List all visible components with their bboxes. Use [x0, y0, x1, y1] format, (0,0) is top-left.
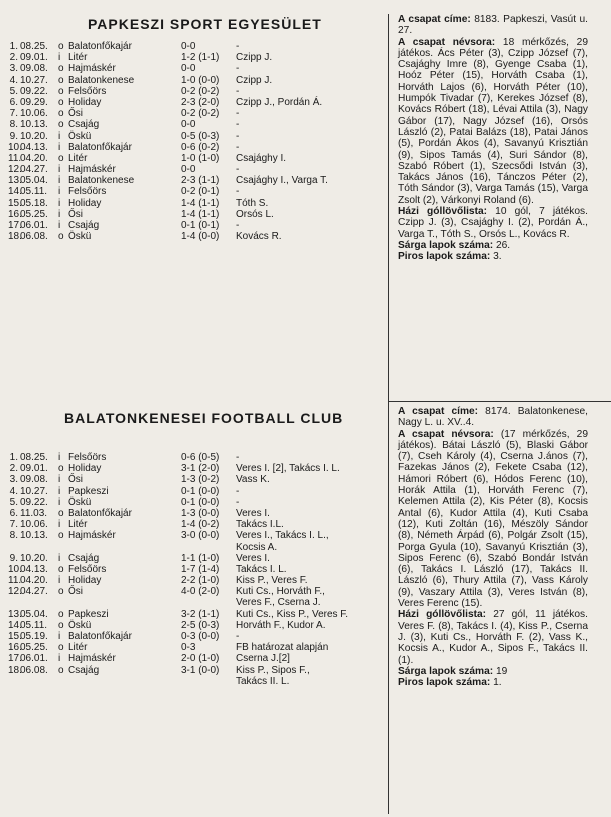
match-venue: i: [58, 519, 61, 531]
match-date: 04.20.: [20, 152, 48, 164]
match-score: 4-0 (2-0): [181, 586, 220, 598]
match-date: 05.19.: [20, 631, 48, 642]
team1-red-label: Piros lapok száma:: [398, 251, 491, 263]
match-row: [8, 474, 386, 485]
match-score: 0-1 (0-0): [181, 496, 220, 508]
match-number: 5.: [9, 85, 18, 97]
match-venue: o: [58, 231, 64, 243]
team2-address: 8174. Balatonkenese, Nagy L. u. XV..4.: [398, 406, 588, 429]
match-venue: i: [58, 220, 61, 231]
match-date: 05.11.: [20, 619, 48, 631]
match-venue: i: [58, 186, 61, 198]
match-score: 0-0: [181, 164, 196, 176]
match-venue: i: [58, 208, 61, 220]
match-score: 0-3: [181, 642, 196, 654]
match-row: [8, 486, 386, 497]
match-score: 2-3 (2-0): [181, 96, 220, 108]
match-date: 10.06.: [20, 519, 48, 531]
match-opponent: Hajmáskér: [68, 653, 116, 665]
match-number: 2.: [9, 463, 18, 475]
match-score: 0-5 (0-3): [181, 130, 220, 142]
match-opponent: Csajág: [68, 664, 100, 676]
team1-scorers: 10 gól, 7 játékos. Czipp J. (3), Csajághy I. (2), Pordán Á., Varga T., Tóth S., Orsós L., Kovács R.: [398, 206, 588, 240]
match-score: 1-4 (1-1): [181, 208, 220, 220]
match-opponent: Hajmáskér: [68, 530, 116, 542]
match-venue: o: [58, 608, 64, 620]
match-date: 05.18.: [20, 197, 48, 209]
match-opponent: Hajmáskér: [68, 164, 116, 176]
team2-scorers-label: Házi góllövőlista:: [398, 609, 487, 621]
match-venue: i: [58, 197, 61, 209]
match-scorers: -: [236, 119, 240, 131]
match-opponent: Felsőörs: [68, 85, 107, 97]
match-row: [8, 586, 386, 597]
match-scorers: -: [236, 108, 240, 120]
team1-roster-label: A csapat névsora:: [398, 36, 496, 48]
match-score: 0-0: [181, 63, 196, 75]
match-opponent: Csajág: [68, 552, 100, 564]
match-score: 0-2 (0-1): [181, 186, 220, 198]
match-scorers: -: [236, 496, 240, 508]
match-date: 06.08.: [20, 231, 48, 243]
match-opponent: Ősi: [68, 108, 83, 120]
match-venue: o: [58, 642, 64, 654]
match-opponent: Holiday: [68, 463, 102, 475]
match-number: 16.: [8, 642, 22, 654]
match-score: 3-0 (0-0): [181, 530, 220, 542]
match-row-continuation: [8, 542, 386, 553]
match-number: 8.: [9, 530, 18, 542]
match-venue: i: [58, 575, 61, 587]
match-row: [8, 575, 386, 586]
match-row-continuation: [8, 676, 386, 687]
match-row: [8, 209, 386, 220]
match-date: 08.25.: [20, 452, 48, 463]
match-row: [8, 564, 386, 575]
match-row: [8, 631, 386, 642]
match-opponent: Hajmáskér: [68, 63, 116, 75]
match-opponent: Balatonfőkajár: [68, 507, 132, 519]
team1-address-label: A csapat címe:: [398, 14, 471, 25]
match-number: 10.: [8, 563, 22, 575]
match-score: 1-0 (1-0): [181, 152, 220, 164]
match-scorers: Horváth F., Kudor A.: [236, 619, 326, 631]
match-scorers: -: [236, 631, 240, 642]
match-date: 04.27.: [20, 586, 48, 598]
match-opponent: Balatonfőkajár: [68, 631, 132, 642]
match-opponent: Balatonkenese: [68, 74, 135, 86]
match-date: 06.01.: [20, 220, 48, 231]
match-opponent: Holiday: [68, 575, 102, 587]
match-venue: i: [58, 52, 61, 64]
match-date: 05.04.: [20, 608, 48, 620]
match-opponent: Felsőörs: [68, 563, 107, 575]
match-scorers: Vass K.: [236, 474, 270, 486]
match-scorers: -: [236, 141, 240, 153]
match-row: [8, 609, 386, 620]
match-number: 5.: [9, 496, 18, 508]
match-score: 3-1 (2-0): [181, 463, 220, 475]
match-date: 10.20.: [20, 130, 48, 142]
match-scorers: -: [236, 164, 240, 176]
match-venue: o: [58, 119, 64, 131]
team2-address-label: A csapat címe:: [398, 406, 479, 417]
match-venue: i: [58, 653, 61, 665]
match-number: 13.: [8, 608, 22, 620]
match-venue: o: [58, 530, 64, 542]
match-number: 11.: [8, 575, 22, 587]
match-number: 11.: [8, 152, 22, 164]
match-number: 1.: [9, 452, 18, 463]
match-number: 3.: [9, 63, 18, 75]
match-date: 08.25.: [20, 41, 48, 52]
match-number: 16.: [8, 208, 22, 220]
match-date: 05.04.: [20, 175, 48, 187]
match-row: [8, 231, 386, 242]
match-opponent: Papkeszi: [68, 608, 109, 620]
team2-roster-label: A csapat névsora:: [398, 428, 494, 440]
match-scorers: Veres I. [2], Takács I. L.: [236, 463, 340, 475]
match-venue: i: [58, 474, 61, 486]
match-number: 17.: [8, 220, 22, 231]
match-venue: o: [58, 463, 64, 475]
match-opponent: Öskü: [68, 231, 92, 243]
match-scorers: -: [236, 220, 240, 231]
match-row: [8, 508, 386, 519]
match-row: [8, 164, 386, 175]
match-scorers: -: [236, 186, 240, 198]
column-divider: [388, 14, 389, 814]
match-score: 1-0 (0-0): [181, 74, 220, 86]
match-date: 10.13.: [20, 530, 48, 542]
match-venue: i: [58, 141, 61, 153]
match-number: 3.: [9, 474, 18, 486]
match-number: 8.: [9, 119, 18, 131]
match-row: [8, 131, 386, 142]
match-score: 1-1 (1-0): [181, 552, 220, 564]
match-score: 1-4 (1-1): [181, 197, 220, 209]
team2-roster: (17 mérkőzés, 29 játékos). Bátai László (5), Blaski Gábor (7), Cseh Károly (4), Cserna J.ános (7), Fazekas János (2), Fekete Csaba (12), Hámori Róbert (6), Hódos Ferenc (10), Horák Attila (1), Horváth Ferenc (7), Kelemen Attila (2), Kis Péter (8), Kocsis Antal (6), Kudor Attila (4), Kuti Csaba (12), Kuti Zoltán (16), Mészöly Sándor (8), Németh Árpád (6), Polgár Zsolt (15), Porga Gyula (10), Savanyú Krisztián (3), Sipos Ferenc (6), Szabó Bondár István (6), Takács I. László (17), Takács II. László (6), Thury Attila (7), Vass Károly (9), Vaszary Attila (3), Veres István (8), Veres Ferenc (15).: [398, 428, 588, 610]
match-row: [8, 620, 386, 631]
match-number: 9.: [9, 130, 18, 142]
match-number: 15.: [8, 197, 22, 209]
match-scorers: Takács I. L.: [236, 563, 287, 575]
match-score: 2-2 (1-0): [181, 575, 220, 587]
match-scorers: Tóth S.: [236, 197, 269, 209]
match-opponent: Felsőörs: [68, 186, 107, 198]
match-scorers: Veres I.: [236, 507, 270, 519]
match-scorers-cont: Takács II. L.: [236, 675, 290, 687]
match-number: 15.: [8, 631, 22, 642]
match-row: [8, 530, 386, 541]
match-scorers: Csajághy I.: [236, 152, 287, 164]
match-venue: o: [58, 664, 64, 676]
match-date: 10.06.: [20, 108, 48, 120]
match-number: 9.: [9, 552, 18, 564]
team1-info: [398, 14, 588, 263]
match-row: [8, 198, 386, 209]
match-number: 12.: [8, 586, 22, 598]
match-scorers-cont: Veres F., Cserna J.: [236, 597, 321, 609]
match-opponent: Papkeszi: [68, 485, 109, 497]
match-score: 2-3 (1-1): [181, 175, 220, 187]
match-scorers: Czipp J., Pordán Á.: [236, 96, 323, 108]
team2-scorers: 27 gól, 11 játékos. Veres F. (8), Takács I. (4), Kiss P., Cserna J. (3), Kuti Cs., Horváth F. (2), Vass K., Kocsis A., Kudor A., Sipos F., Takács II. (1).: [398, 609, 588, 666]
section-divider: [389, 401, 611, 402]
match-venue: i: [58, 485, 61, 497]
match-score: 1-7 (1-4): [181, 563, 220, 575]
match-number: 6.: [9, 507, 18, 519]
match-venue: o: [58, 74, 64, 86]
match-date: 04.20.: [20, 575, 48, 587]
match-opponent: Felsőörs: [68, 452, 107, 463]
match-date: 09.01.: [20, 52, 48, 64]
match-date: 09.29.: [20, 96, 48, 108]
match-opponent: Litér: [68, 519, 88, 531]
match-score: 0-0: [181, 41, 196, 52]
match-score: 0-6 (0-2): [181, 141, 220, 153]
match-row: [8, 220, 386, 231]
match-score: 3-1 (0-0): [181, 664, 220, 676]
match-number: 12.: [8, 164, 22, 176]
match-scorers: -: [236, 130, 240, 142]
match-number: 1.: [9, 41, 18, 52]
match-venue: o: [58, 507, 64, 519]
match-opponent: Balatonkenese: [68, 175, 135, 187]
team1-yellow: 26.: [495, 239, 511, 251]
match-scorers: Cserna J.[2]: [236, 653, 290, 665]
match-venue: o: [58, 619, 64, 631]
match-row: [8, 41, 386, 52]
team2-red-label: Piros lapok száma:: [398, 677, 491, 689]
match-number: 18.: [8, 664, 22, 676]
match-scorers: Kuti Cs., Horváth F.,: [236, 586, 325, 598]
match-score: 0-0: [181, 119, 196, 131]
match-venue: o: [58, 96, 64, 108]
team2-red: 1.: [493, 677, 502, 689]
match-row: [8, 108, 386, 119]
match-scorers: -: [236, 63, 240, 75]
match-row: [8, 186, 386, 197]
match-row: [8, 142, 386, 153]
match-score: 0-2 (0-2): [181, 108, 220, 120]
match-date: 06.08.: [20, 664, 48, 676]
match-row: [8, 653, 386, 664]
match-opponent: Öskü: [68, 496, 92, 508]
match-opponent: Litér: [68, 152, 88, 164]
match-date: 09.08.: [20, 474, 48, 486]
team1-address: 8183. Papkeszi, Vasút u. 27.: [398, 14, 588, 37]
match-date: 09.22.: [20, 85, 48, 97]
match-row: [8, 553, 386, 564]
team1-title: PAPKESZI SPORT EGYESÜLET: [88, 16, 322, 32]
match-score: 0-1 (0-1): [181, 220, 220, 231]
match-venue: i: [58, 452, 61, 463]
match-date: 10.27.: [20, 74, 48, 86]
match-score: 3-2 (1-1): [181, 608, 220, 620]
match-scorers: Veres I., Takács I. L.,: [236, 530, 329, 542]
match-number: 13.: [8, 175, 22, 187]
team1-roster: 18 mérkőzés, 29 játékos. Ács Péter (3), Czipp József (7), Csajághy Imre (8), Gyenge Csaba (1), Hoóz Péter (15), Horváth Csaba (1), Horváth Lajos (6), Horváth Péter (10), Humpók Tivadar (7), Kerekes József (8), Kovács Róbert (18), Lévai Attila (3), Nagy Gábor (17), Nagy József (16), Orsós László (2), Patai Balázs (18), Patai János (5), Pordán Ákos (4), Savanyú Krisztián (9), Sipos Tamás (4), Suri Sándor (8), Szabó Róbert (1), Szecsődi István (3), Takács János (16), Tánczos Péter (2), Tóth Sándor (3), Varga Tamás (15), Varga Zsolt (2), Várkonyi Roland (6).: [398, 36, 588, 206]
match-score: 2-5 (0-3): [181, 619, 220, 631]
match-row: [8, 153, 386, 164]
team1-scorers-label: Házi góllövőlista:: [398, 206, 488, 218]
match-date: 05.11.: [20, 186, 48, 198]
match-venue: i: [58, 164, 61, 176]
match-score: 1-3 (0-2): [181, 474, 220, 486]
match-scorers: Kovács R.: [236, 231, 282, 243]
team1-yellow-label: Sárga lapok száma:: [398, 239, 494, 251]
match-venue: o: [58, 41, 64, 52]
match-venue: i: [58, 631, 61, 642]
match-score: 0-3 (0-0): [181, 631, 220, 642]
match-row: [8, 119, 386, 130]
match-scorers-cont: Kocsis A.: [236, 541, 278, 553]
match-date: 09.08.: [20, 63, 48, 75]
match-number: 7.: [9, 108, 18, 120]
match-date: 04.13.: [20, 141, 48, 153]
match-row: [8, 52, 386, 63]
match-venue: o: [58, 63, 64, 75]
match-opponent: Litér: [68, 642, 88, 654]
match-row: [8, 175, 386, 186]
match-number: 14.: [8, 186, 22, 198]
match-opponent: Holiday: [68, 96, 102, 108]
team2-results-table: [8, 452, 386, 687]
match-opponent: Csajág: [68, 220, 100, 231]
match-score: 0-2 (0-2): [181, 85, 220, 97]
match-scorers: Kiss P., Veres F.: [236, 575, 308, 587]
match-number: 17.: [8, 653, 22, 665]
match-scorers: Czipp J.: [236, 52, 273, 64]
match-scorers: FB határozat alapján: [236, 642, 329, 654]
match-row: [8, 519, 386, 530]
match-opponent: Öskü: [68, 619, 92, 631]
match-venue: i: [58, 496, 61, 508]
match-score: 1-4 (0-2): [181, 519, 220, 531]
match-score: 1-3 (0-0): [181, 507, 220, 519]
match-opponent: Balatonfőkajár: [68, 141, 132, 153]
match-number: 4.: [9, 485, 18, 497]
match-opponent: Litér: [68, 52, 88, 64]
match-row: [8, 463, 386, 474]
match-scorers: Veres I.: [236, 552, 270, 564]
match-opponent: Ősi: [68, 586, 83, 598]
team2-title: BALATONKENESEI FOOTBALL CLUB: [64, 410, 344, 426]
team2-yellow: 19: [495, 665, 508, 677]
match-number: 4.: [9, 74, 18, 86]
match-date: 04.13.: [20, 563, 48, 575]
match-date: 04.27.: [20, 164, 48, 176]
match-venue: i: [58, 175, 61, 187]
team2-info: [398, 406, 588, 688]
match-date: 05.25.: [20, 642, 48, 654]
match-date: 05.25.: [20, 208, 48, 220]
match-scorers: -: [236, 452, 240, 463]
match-scorers: Csajághy I., Varga T.: [236, 175, 328, 187]
match-row: [8, 63, 386, 74]
match-scorers: Kuti Cs., Kiss P., Veres F.: [236, 608, 349, 620]
match-venue: i: [58, 130, 61, 142]
match-score: 2-0 (1-0): [181, 653, 220, 665]
match-row: [8, 97, 386, 108]
match-number: 10.: [8, 141, 22, 153]
match-row: [8, 86, 386, 97]
match-scorers: Czipp J.: [236, 74, 273, 86]
match-scorers: Orsós L.: [236, 208, 274, 220]
match-date: 09.01.: [20, 463, 48, 475]
match-score: 1-2 (1-1): [181, 52, 220, 64]
team1-red: 3.: [493, 251, 502, 263]
match-row: [8, 642, 386, 653]
match-opponent: Balatonfőkajár: [68, 41, 132, 52]
match-scorers: Takács I.L.: [236, 519, 284, 531]
match-score: 1-4 (0-0): [181, 231, 220, 243]
match-number: 7.: [9, 519, 18, 531]
match-opponent: Holiday: [68, 197, 102, 209]
team1-results-table: [8, 41, 386, 242]
match-row: [8, 665, 386, 676]
match-opponent: Öskü: [68, 130, 92, 142]
match-venue: o: [58, 108, 64, 120]
match-date: 10.20.: [20, 552, 48, 564]
match-score: 0-6 (0-5): [181, 452, 220, 463]
match-row: [8, 497, 386, 508]
match-venue: o: [58, 586, 64, 598]
match-number: 6.: [9, 96, 18, 108]
match-scorers: -: [236, 85, 240, 97]
match-opponent: Ősi: [68, 208, 83, 220]
match-date: 09.22.: [20, 496, 48, 508]
match-venue: o: [58, 152, 64, 164]
match-opponent: Ősi: [68, 474, 83, 486]
team2-yellow-label: Sárga lapok száma:: [398, 665, 494, 677]
match-opponent: Csajág: [68, 119, 100, 131]
match-number: 14.: [8, 619, 22, 631]
match-date: 06.01.: [20, 653, 48, 665]
match-row-continuation: [8, 597, 386, 608]
match-date: 10.27.: [20, 485, 48, 497]
match-date: 11.03.: [20, 507, 48, 519]
match-row: [8, 75, 386, 86]
match-scorers: -: [236, 485, 240, 497]
match-venue: o: [58, 563, 64, 575]
match-row: [8, 452, 386, 463]
match-date: 10.13.: [20, 119, 48, 131]
match-number: 18.: [8, 231, 22, 243]
match-score: 0-1 (0-0): [181, 485, 220, 497]
match-scorers: -: [236, 41, 240, 52]
match-venue: i: [58, 552, 61, 564]
match-number: 2.: [9, 52, 18, 64]
match-scorers: Kiss P., Sipos F.,: [236, 664, 310, 676]
match-venue: o: [58, 85, 64, 97]
